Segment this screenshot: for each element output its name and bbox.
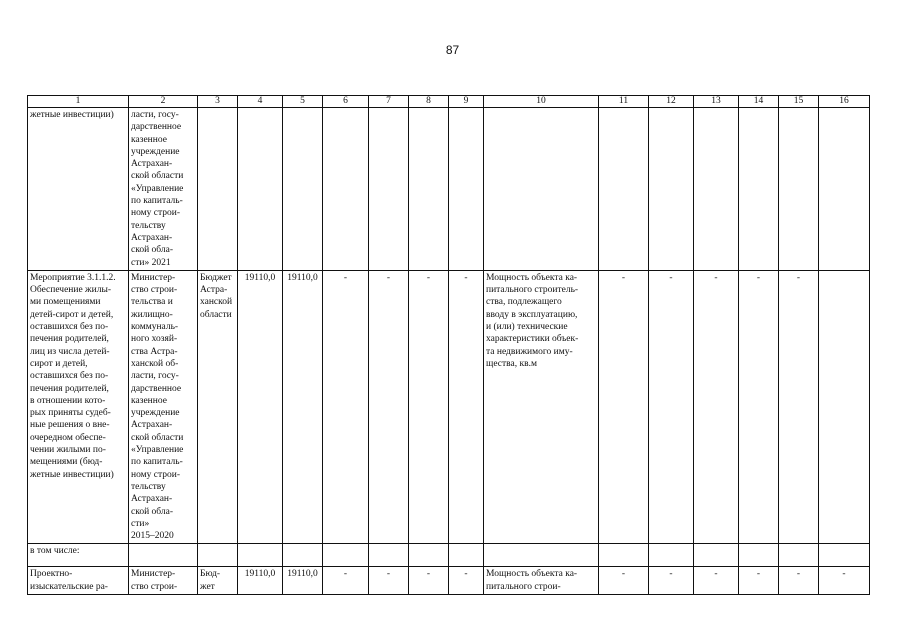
table-cell: - xyxy=(779,567,819,595)
table-cell xyxy=(409,544,449,567)
table-cell: - xyxy=(779,270,819,544)
header-row xyxy=(28,96,870,108)
table-cell: - xyxy=(599,270,649,544)
table-cell xyxy=(238,108,283,271)
column-header: 1 xyxy=(28,96,129,108)
table-cell xyxy=(198,108,238,271)
table-cell: Бюджет Астра- ханской области xyxy=(198,270,238,544)
table-cell: - xyxy=(819,567,870,595)
table-cell: Министер- ство строи- тельства и жилищно- коммуналь- ного хозяй- ства Астра- ханской об- ласти, госу- дарственное казенное учреждение Астрахан- ской области «Управление по капиталь- ному строи- тельству Астрахан- ской обла- сти» 2015–2020 xyxy=(129,270,198,544)
table-cell: - xyxy=(599,567,649,595)
table-cell: 19110,0 xyxy=(238,567,283,595)
table-cell: Министер- ство строи- xyxy=(129,567,198,595)
table-cell xyxy=(599,544,649,567)
column-header: 6 xyxy=(323,96,369,108)
table-cell: Проектно- изыскательские ра- xyxy=(28,567,129,595)
column-header: 5 xyxy=(283,96,323,108)
table-cell xyxy=(779,108,819,271)
column-header: 7 xyxy=(369,96,409,108)
table-cell: - xyxy=(739,567,779,595)
table-cell xyxy=(819,270,870,544)
table-cell xyxy=(129,544,198,567)
table-cell: - xyxy=(694,567,739,595)
table-cell: 19110,0 xyxy=(238,270,283,544)
table-cell: Бюд- жет xyxy=(198,567,238,595)
table-cell xyxy=(739,108,779,271)
table-cell: - xyxy=(694,270,739,544)
column-header: 9 xyxy=(449,96,484,108)
column-header: 8 xyxy=(409,96,449,108)
table-cell xyxy=(323,544,369,567)
table-cell: 19110,0 xyxy=(283,270,323,544)
table-cell xyxy=(779,544,819,567)
table-cell xyxy=(369,544,409,567)
table-cell xyxy=(484,544,599,567)
table-cell: Мероприятие 3.1.1.2. Обеспечение жилы- ми помещениями детей-сирот и детей, оставшихся без по- печения родителей, лиц из числа детей- сирот и детей, оставшихся без по- печения родителей, в отношении кото- рых приняты судеб- ные решения о вне- очередном обеспе- чении жилыми по- мещениями (бюд- жетные инвестиции) xyxy=(28,270,129,544)
table-cell xyxy=(198,544,238,567)
table-cell: 19110,0 xyxy=(283,567,323,595)
table-cell: - xyxy=(323,567,369,595)
table-cell: Мощность объекта ка- питального строи- xyxy=(484,567,599,595)
column-header: 10 xyxy=(484,96,599,108)
table-row xyxy=(28,270,870,544)
table-row xyxy=(28,108,870,271)
table-cell xyxy=(449,108,484,271)
table-cell xyxy=(739,544,779,567)
table-cell xyxy=(819,544,870,567)
column-header: 2 xyxy=(129,96,198,108)
table-cell: в том числе: xyxy=(28,544,129,567)
table-cell xyxy=(449,544,484,567)
table-cell: - xyxy=(739,270,779,544)
column-header: 14 xyxy=(739,96,779,108)
column-header: 4 xyxy=(238,96,283,108)
table-cell: - xyxy=(649,270,694,544)
table-cell xyxy=(649,108,694,271)
table-row xyxy=(28,567,870,595)
table-cell: - xyxy=(369,567,409,595)
table-cell xyxy=(283,544,323,567)
table-cell xyxy=(694,544,739,567)
table-cell: - xyxy=(449,270,484,544)
column-header: 3 xyxy=(198,96,238,108)
budget-table xyxy=(27,95,870,595)
column-header: 11 xyxy=(599,96,649,108)
table-cell: жетные инвестиции) xyxy=(28,108,129,271)
table-cell: - xyxy=(449,567,484,595)
table-cell: - xyxy=(323,270,369,544)
table-cell xyxy=(484,108,599,271)
page-number: 87 xyxy=(445,43,460,57)
table-cell: - xyxy=(409,567,449,595)
table-cell xyxy=(649,544,694,567)
column-header: 16 xyxy=(819,96,870,108)
table-cell: - xyxy=(409,270,449,544)
table-cell: - xyxy=(369,270,409,544)
table-cell xyxy=(283,108,323,271)
table-cell xyxy=(819,108,870,271)
table-cell xyxy=(369,108,409,271)
table-row xyxy=(28,544,870,567)
table-cell xyxy=(599,108,649,271)
column-header: 15 xyxy=(779,96,819,108)
table-cell xyxy=(694,108,739,271)
table-cell: ласти, госу- дарственное казенное учреждение Астрахан- ской области «Управление по капиталь- ному строи- тельству Астрахан- ской обла- сти» 2021 xyxy=(129,108,198,271)
table-cell xyxy=(238,544,283,567)
column-header: 12 xyxy=(649,96,694,108)
table-cell: Мощность объекта ка- питального строитель- ства, подлежащего вводу в эксплуатацию, и (или) технические характеристики объек- та недвижимого иму- щества, кв.м xyxy=(484,270,599,544)
table-cell xyxy=(409,108,449,271)
column-header: 13 xyxy=(694,96,739,108)
table-cell: - xyxy=(649,567,694,595)
table-cell xyxy=(323,108,369,271)
